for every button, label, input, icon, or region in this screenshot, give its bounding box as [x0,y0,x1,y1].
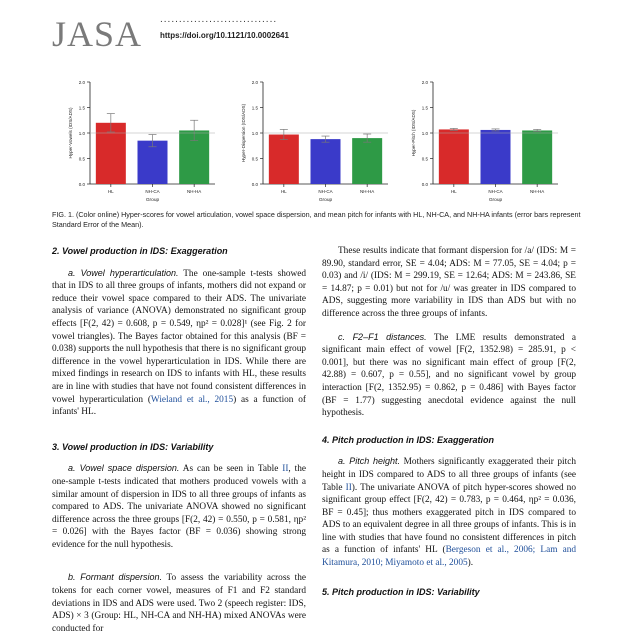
right-column [322,245,576,598]
para-text: As can be seen in Table [182,464,283,475]
y-tick-label: 0.5 [78,156,85,162]
x-tick-label: NH-CA [145,189,160,194]
subheading-3c: c. F2–F1 distances. [338,331,427,342]
paragraph-pitch-height [322,455,576,569]
para-text: To assess the variability across the tokens for each corner vowel, measures of F1 and F2 standard deviations in IDS and ADS were used. Two 2 (speech register: IDS, ADS) × 3 (Group: HL, NH-CA and NH-HA) mixed ANOVAs were conducted for [52,573,306,634]
y-tick-label: 0.5 [421,156,428,162]
x-tick-label: NH-HA [530,189,545,194]
subheading-3b: b. Formant dispersion. [68,572,163,583]
section-heading-4: 4. Pitch production in IDS: Exaggeration [322,434,495,445]
section-heading-2: 2. Vowel production in IDS: Exaggeration [52,246,228,256]
figure-caption: FIG. 1. (Color online) Hyper-scores for vowel articulation, vowel space dispersion, and mean pitch for infants with HL, NH-CA, and NH-HA infants (error bars represent Standard Error of the Mean). [52,210,581,229]
y-tick-label: 1.5 [421,105,428,111]
bar [522,130,552,184]
bar [352,138,382,184]
x-tick-label: HL [107,189,114,194]
figure-1 [0,70,640,205]
y-tick-label: 1.5 [251,105,258,111]
x-tick-label: NH-HA [360,189,375,194]
y-axis-label: Hyper-Pitch (IDS/ADS) [411,109,416,157]
citation-link[interactable]: Wieland et al., 2015 [150,394,234,405]
x-tick-label: NH-CA [318,189,333,194]
header-dots: ............................... [160,14,278,25]
x-tick-label: HL [450,189,457,194]
para-text: ). The univariate ANOVA of pitch hyper-scores showed no significant group effect [F(2, 42) = 0.783, p = 0.464, ηp² = 0.036, BF = 0.45]; thus mothers exaggerated pitch in IDS compared to ADS to an equivalent degree in all three groups of infants. This is in line with studies that have found no consistent differences in pitch as a function of infants' HL ( [322,482,576,556]
y-tick-label: 0.5 [251,156,258,162]
x-axis-label: Group [488,198,503,203]
bar [311,139,341,184]
x-axis-label: Group [318,198,333,203]
y-tick-label: 0.0 [421,182,428,187]
paragraph-f2-f1-distances [322,331,576,420]
y-axis-label: Hyper-Vowels (IDS/ADS) [68,107,73,159]
y-tick-label: 2.0 [251,80,258,85]
y-axis-label: Hyper-Dispersion (IDS/ADS) [241,103,246,163]
section-heading-5: 5. Pitch production in IDS: Variability [322,586,480,597]
para-text: Mothers significantly exaggerated their pitch height in IDS compared to ADS to all three groups of infants (see Table [322,457,576,493]
y-tick-label: 0.0 [78,182,85,187]
citation-link[interactable]: Bergeson et al., 2006; Lam and Kitamura, 2010; Miyamoto et al., 2005 [322,545,576,569]
paragraph-vowel-space-dispersion [52,462,306,551]
bar [439,129,469,184]
subheading-3a: a. Vowel space dispersion. [68,463,180,474]
doi-link[interactable]: https://doi.org/10.1121/10.0002641 [160,31,289,40]
subheading-4a: a. Pitch height. [338,456,401,467]
journal-logo: JASA [52,14,143,54]
bar [138,141,168,184]
x-axis-label: Group [145,198,160,203]
section-heading-3: 3. Vowel production in IDS: Variability [52,441,214,452]
para-text: , the one-sample t-tests indicated that mothers produced vowels with a similar amount of dispersion in IDS to all three groups of infants as compared to ADS. The univariate ANOVA showed no significant difference across the three groups [F(2, 42) = 0.550, p = 0.581, ηp² = 0.026] with the Bayes factor (BF = 0.036) showing strong evidence for the null hypothesis. [52,464,306,550]
left-column [52,245,306,635]
x-tick-label: HL [280,189,287,194]
para-text: The one-sample t-tests showed that in IDS to all three groups of infants, mothers did not expand or reduce their vowel space compared to their ADS. The univariate analysis of variance (ANOVA) demonstrated no significant group effects [F(2, 42) = 0.608, p = 0.549, ηp² = 0.028]¹ (see Fig. 2 for vowel triangles). The Bayes factor obtained for this analysis (BF = 0.038) supports the null hypothesis that there is no significant group difference in the vowel hyperarticulation in IDS. While there are mixed findings in research on IDS to infants with HL, these results are in line with studies that have not found consistent differences in vowel hyperarticulation ( [52,268,306,405]
x-tick-label: NH-HA [187,189,202,194]
table-link[interactable]: II [345,482,352,493]
para-text: ) as a function of infants' HL. [52,394,306,418]
y-tick-label: 2.0 [421,80,428,85]
paragraph-formant-results: These results indicate that formant dispersion for /a/ (IDS: M = 89.90, standard error, SE = 4.04; ADS: M = 77.05, SE = 4.04; p = 0.03) and /i/ (IDS: M = 299.19, SE = 12.64; ADS: M = 243.86, SE = 14.87; p = 0.01) but not for /u/ was greater in IDS compared to ADS, suggesting more variability in IDS than ADS but with no difference across the three groups of infants. [322,246,576,319]
paragraph-vowel-hyperarticulation [52,267,306,419]
bar [269,135,299,184]
bar [481,130,511,184]
y-tick-label: 1.5 [78,105,85,111]
subheading-2a: a. Vowel hyperarticulation. [68,267,179,278]
paragraph-formant-dispersion [52,571,306,635]
para-text: ). [467,558,474,569]
y-tick-label: 1.0 [421,131,428,136]
y-tick-label: 2.0 [78,80,85,85]
x-tick-label: NH-CA [488,189,503,194]
table-link[interactable]: II [282,464,289,475]
para-text: The LME results demonstrated a significant main effect of vowel [F(2, 1352.98) = 285.91, p < 0.001], but there was no significant main effect of group [F(2, 42.88) = 0.607, p = 0.55], and no significant vowel by group interaction [F(2, 1352.95) = 0.862, p = 0.486] with Bayes factor (BF = 1.77) suggesting anecdotal evidence against the null hypothesis. [322,332,576,419]
y-tick-label: 1.0 [251,131,258,136]
y-tick-label: 1.0 [78,131,85,136]
y-tick-label: 0.0 [251,182,258,187]
